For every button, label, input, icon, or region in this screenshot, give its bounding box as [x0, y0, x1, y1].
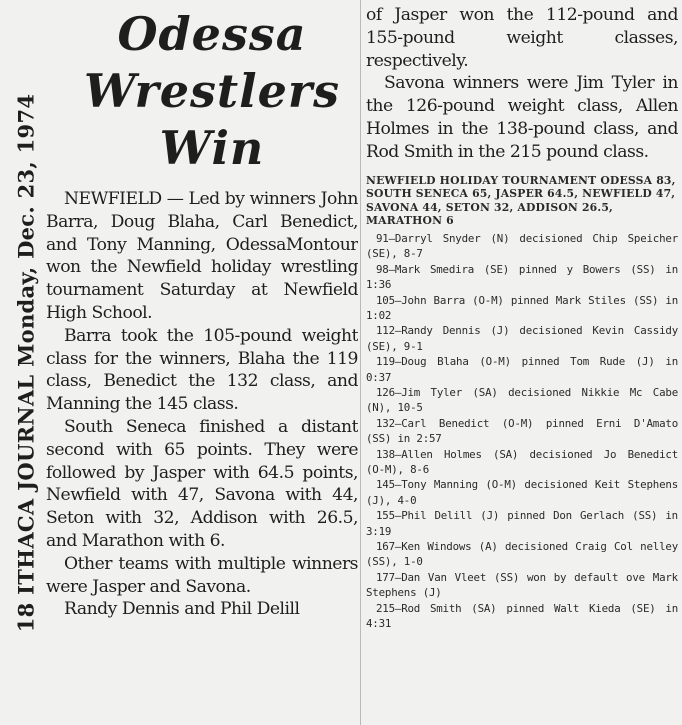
result-item: 119—Doug Blaha (O-M) pinned Tom Rude (J) in 0:37	[366, 355, 678, 384]
paragraph: South Seneca finished a distant second with 65 points. They were followed by Jasper with 64.5 points, Newfield with 47, Savona with 44, Seton with 32, Addison with 26.5, and Marathon with 6.	[46, 416, 358, 551]
result-item: 215—Rod Smith (SA) pinned Walt Kieda (SE) in 4:31	[366, 601, 678, 631]
results-list	[366, 231, 678, 632]
paragraph: of Jasper won the 112-pound and 155-pound weight classes, respectively.	[366, 5, 678, 71]
paragraph: Randy Dennis and Phil Delill	[64, 599, 300, 620]
page-folio-strip	[8, 0, 44, 725]
paragraph: Savona winners were Jim Tyler in the 126-pound weight class, Allen Holmes in the 138-pound class, and Rod Smith in the 215 pound class.	[366, 73, 678, 162]
result-item: 126—Jim Tyler (SA) decisioned Nikkie Mc Cabe (N), 10-5	[366, 386, 678, 415]
headline-line-3: Win	[159, 121, 265, 175]
headline-line-1: Odessa	[117, 7, 307, 61]
result-item: 105—John Barra (O-M) pinned Mark Stiles (SS) in 1:02	[366, 293, 678, 322]
article-body-left	[46, 188, 358, 621]
result-item: 138—Allen Holmes (SA) decisioned Jo Benedict (O-M), 8-6	[366, 447, 678, 477]
result-item: 98—Mark Smedira (SE) pinned y Bowers (SS) in 1:36	[366, 262, 678, 292]
result-item: 177—Dan Van Vleet (SS) won by default ove Mark Stephens (J)	[366, 570, 678, 600]
result-item: 91—Darryl Snyder (N) decisioned Chip Speicher (SE), 8-7	[366, 231, 678, 261]
result-item: 155—Phil Delill (J) pinned Don Gerlach (SS) in 3:19	[366, 509, 678, 538]
result-item: 167—Ken Windows (A) decisioned Craig Col nelley (SS), 1-0	[366, 540, 678, 569]
result-item: 132—Carl Benedict (O-M) pinned Erni D'Amato (SS) in 2:57	[366, 416, 678, 446]
page-folio-text: 18 ITHACA JOURNAL Monday, Dec. 23, 1974	[13, 93, 39, 632]
result-item: 145—Tony Manning (O-M) decisioned Keit Stephens (J), 4-0	[366, 478, 678, 507]
result-item: 112—Randy Dennis (J) decisioned Kevin Cassidy (SE), 9-1	[366, 324, 678, 353]
tournament-results	[366, 174, 678, 632]
results-heading: NEWFIELD HOLIDAY TOURNAMENT ODESSA 83, SOUTH SENECA 65, JASPER 64.5, NEWFIELD 47, SAVONA 44, SETON 32, ADDISON 26.5, MARATHON 6	[366, 173, 676, 228]
column-divider	[360, 0, 361, 725]
article-headline	[46, 6, 358, 177]
article-body-right	[366, 4, 678, 164]
paragraph: Other teams with multiple winners were Jasper and Savona.	[46, 553, 358, 597]
paragraph: NEWFIELD — Led by winners John Barra, Doug Blaha, Carl Benedict, and Tony Manning, OdessaMontour won the Newfield holiday wrestling tournament Saturday at Newfield High School.	[46, 189, 358, 323]
article-column-left	[46, 0, 358, 725]
article-column-right	[366, 0, 678, 725]
paragraph: Barra took the 105-pound weight class for the winners, Blaha the 119 class, Benedict the 132 class, and Manning the 145 class.	[46, 325, 358, 415]
headline-line-2: Wrestlers	[83, 64, 341, 118]
